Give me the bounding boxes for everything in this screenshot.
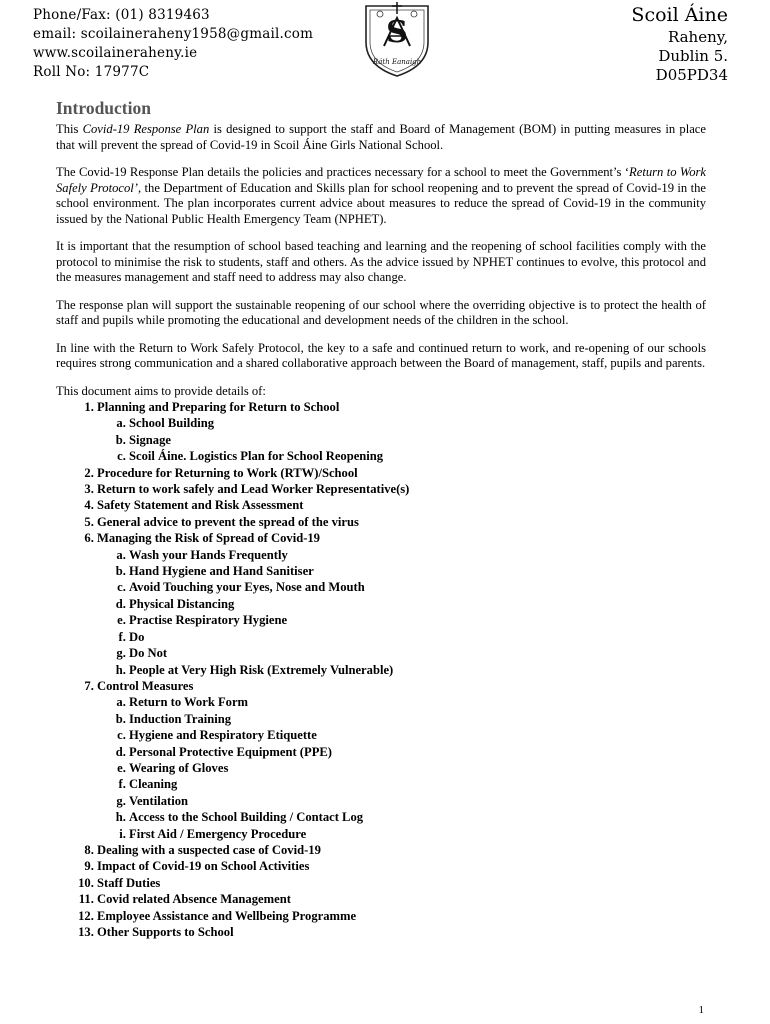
- contents-list: [56, 399, 706, 940]
- intro-paragraph-4: The response plan will support the sustainable reopening of our school where the overriding objective is to protect the health of staff and pupils while promoting the educational and development needs of the children in the school.: [56, 297, 706, 327]
- contents-item: [97, 924, 706, 940]
- svg-text:S: S: [386, 15, 408, 50]
- contact-block: [33, 6, 313, 82]
- section-heading: Introduction: [56, 98, 151, 118]
- page-number: 1: [698, 1004, 704, 1016]
- contents-item: [97, 678, 706, 842]
- contents-item: [97, 842, 706, 858]
- contents-subitem: h. Access to the School Building / Contact Log: [129, 809, 706, 825]
- contents-item-label: Planning and Preparing for Return to School: [97, 400, 340, 414]
- contents-subitem: a. Wash your Hands Frequently: [129, 547, 706, 563]
- contents-item-label: General advice to prevent the spread of the virus: [97, 514, 359, 529]
- contents-item: [97, 481, 706, 497]
- contents-subitem: g. Do Not: [129, 645, 706, 661]
- contents-item: [97, 891, 706, 907]
- contents-subitem: a. School Building: [129, 415, 706, 431]
- contents-item: [97, 465, 706, 481]
- phone-fax: Phone/Fax: (01) 8319463: [33, 7, 210, 23]
- svg-text:Ráth Eanaigh: Ráth Eanaigh: [372, 58, 422, 66]
- contents-item: [97, 514, 706, 530]
- intro-paragraph-5: In line with the Return to Work Safely Protocol, the key to a safe and continued return to work, and re-opening of our schools requires strong communication and a shared collaborative approach between the Board of management, staff, pupils and parents.: [56, 340, 706, 370]
- contents-item-label: Return to work safely and Lead Worker Representative(s): [97, 482, 410, 497]
- website: www.scoilaineraheny.ie: [33, 45, 198, 61]
- contents-item-label: Safety Statement and Risk Assessment: [97, 498, 304, 513]
- contents-subitem: f. Do: [129, 629, 706, 645]
- contents-item-label: Impact of Covid-19 on School Activities: [97, 859, 310, 874]
- contents-item: [97, 858, 706, 874]
- contents-item-label: Control Measures: [97, 678, 194, 693]
- aims-intro: This document aims to provide details of:: [56, 383, 266, 398]
- contents-item-label: Other Supports to School: [97, 925, 234, 939]
- contents-subitem: g. Ventilation: [129, 793, 706, 809]
- school-name: Scoil Áine: [631, 4, 728, 26]
- contents-item-label: Procedure for Returning to Work (RTW)/School: [97, 465, 358, 480]
- contents-subitem: b. Hand Hygiene and Hand Sanitiser: [129, 563, 706, 579]
- contents-item-label: Covid related Absence Management: [97, 892, 291, 907]
- contents-subitem: c. Avoid Touching your Eyes, Nose and Mouth: [129, 579, 706, 595]
- contents-item: [97, 908, 706, 924]
- school-address: [631, 4, 728, 85]
- intro-paragraph-2: The Covid-19 Response Plan details the policies and practices necessary for a school to meet the Government’s ‘Return to Work Safely Protocol’, the Department of Education and Skills plan for school reopening and to prevent the spread of Covid-19 in the school environment. The plan incorporates current advice about measures to reduce the spread of Covid-19 in the community issued by the National Public Health Emergency Team (NPHET).: [56, 165, 706, 226]
- contents-item: [97, 399, 706, 465]
- contents-subitem: e. Practise Respiratory Hygiene: [129, 612, 706, 628]
- contents-subitem: b. Signage: [129, 432, 706, 448]
- roll-number: Roll No: 17977C: [33, 64, 150, 80]
- contents-sublist: [97, 694, 706, 842]
- document-body: [56, 98, 706, 940]
- contents-item-label: Managing the Risk of Spread of Covid-19: [97, 531, 320, 546]
- contents-subitem: f. Cleaning: [129, 776, 706, 792]
- address-line: Raheny,: [667, 28, 728, 46]
- contents-subitem: e. Wearing of Gloves: [129, 760, 706, 776]
- contents-subitem: h. People at Very High Risk (Extremely Vulnerable): [129, 662, 706, 678]
- contents-item: [97, 497, 706, 513]
- contents-subitem: d. Personal Protective Equipment (PPE): [129, 744, 706, 760]
- address-line: Dublin 5.: [658, 47, 728, 65]
- email: email: scoilaineraheny1958@gmail.com: [33, 26, 314, 42]
- letterhead: [0, 0, 770, 92]
- intro-paragraph-3: It is important that the resumption of school based teaching and learning and the reopening of school facilities comply with the protocol to minimise the risk to students, staff and others. As the advice issued by NPHET continues to evolve, this protocol and the measures management and staff need to address may also change.: [56, 239, 706, 284]
- contents-subitem: d. Physical Distancing: [129, 596, 706, 612]
- contents-item: [97, 530, 706, 678]
- contents-item-label: Staff Duties: [97, 875, 161, 890]
- contents-item-label: Employee Assistance and Wellbeing Programme: [97, 908, 357, 923]
- contents-sublist: [97, 415, 706, 464]
- intro-paragraph-1: This Covid-19 Response Plan is designed to support the staff and Board of Management (BOM) in putting measures in place that will prevent the spread of Covid-19 in Scoil Áine Girls National School.: [56, 122, 706, 152]
- school-crest-logo: [358, 0, 436, 78]
- contents-item: [97, 875, 706, 891]
- contents-subitem: c. Hygiene and Respiratory Etiquette: [129, 727, 706, 743]
- contents-item-label: Dealing with a suspected case of Covid-19: [97, 842, 321, 857]
- contents-subitem: c. Scoil Áine. Logistics Plan for School Reopening: [129, 448, 706, 464]
- contents-subitem: a. Return to Work Form: [129, 694, 706, 710]
- contents-subitem: i. First Aid / Emergency Procedure: [129, 826, 706, 842]
- contents-subitem: b. Induction Training: [129, 711, 706, 727]
- eircode: D05PD34: [655, 66, 728, 84]
- contents-sublist: [97, 547, 706, 678]
